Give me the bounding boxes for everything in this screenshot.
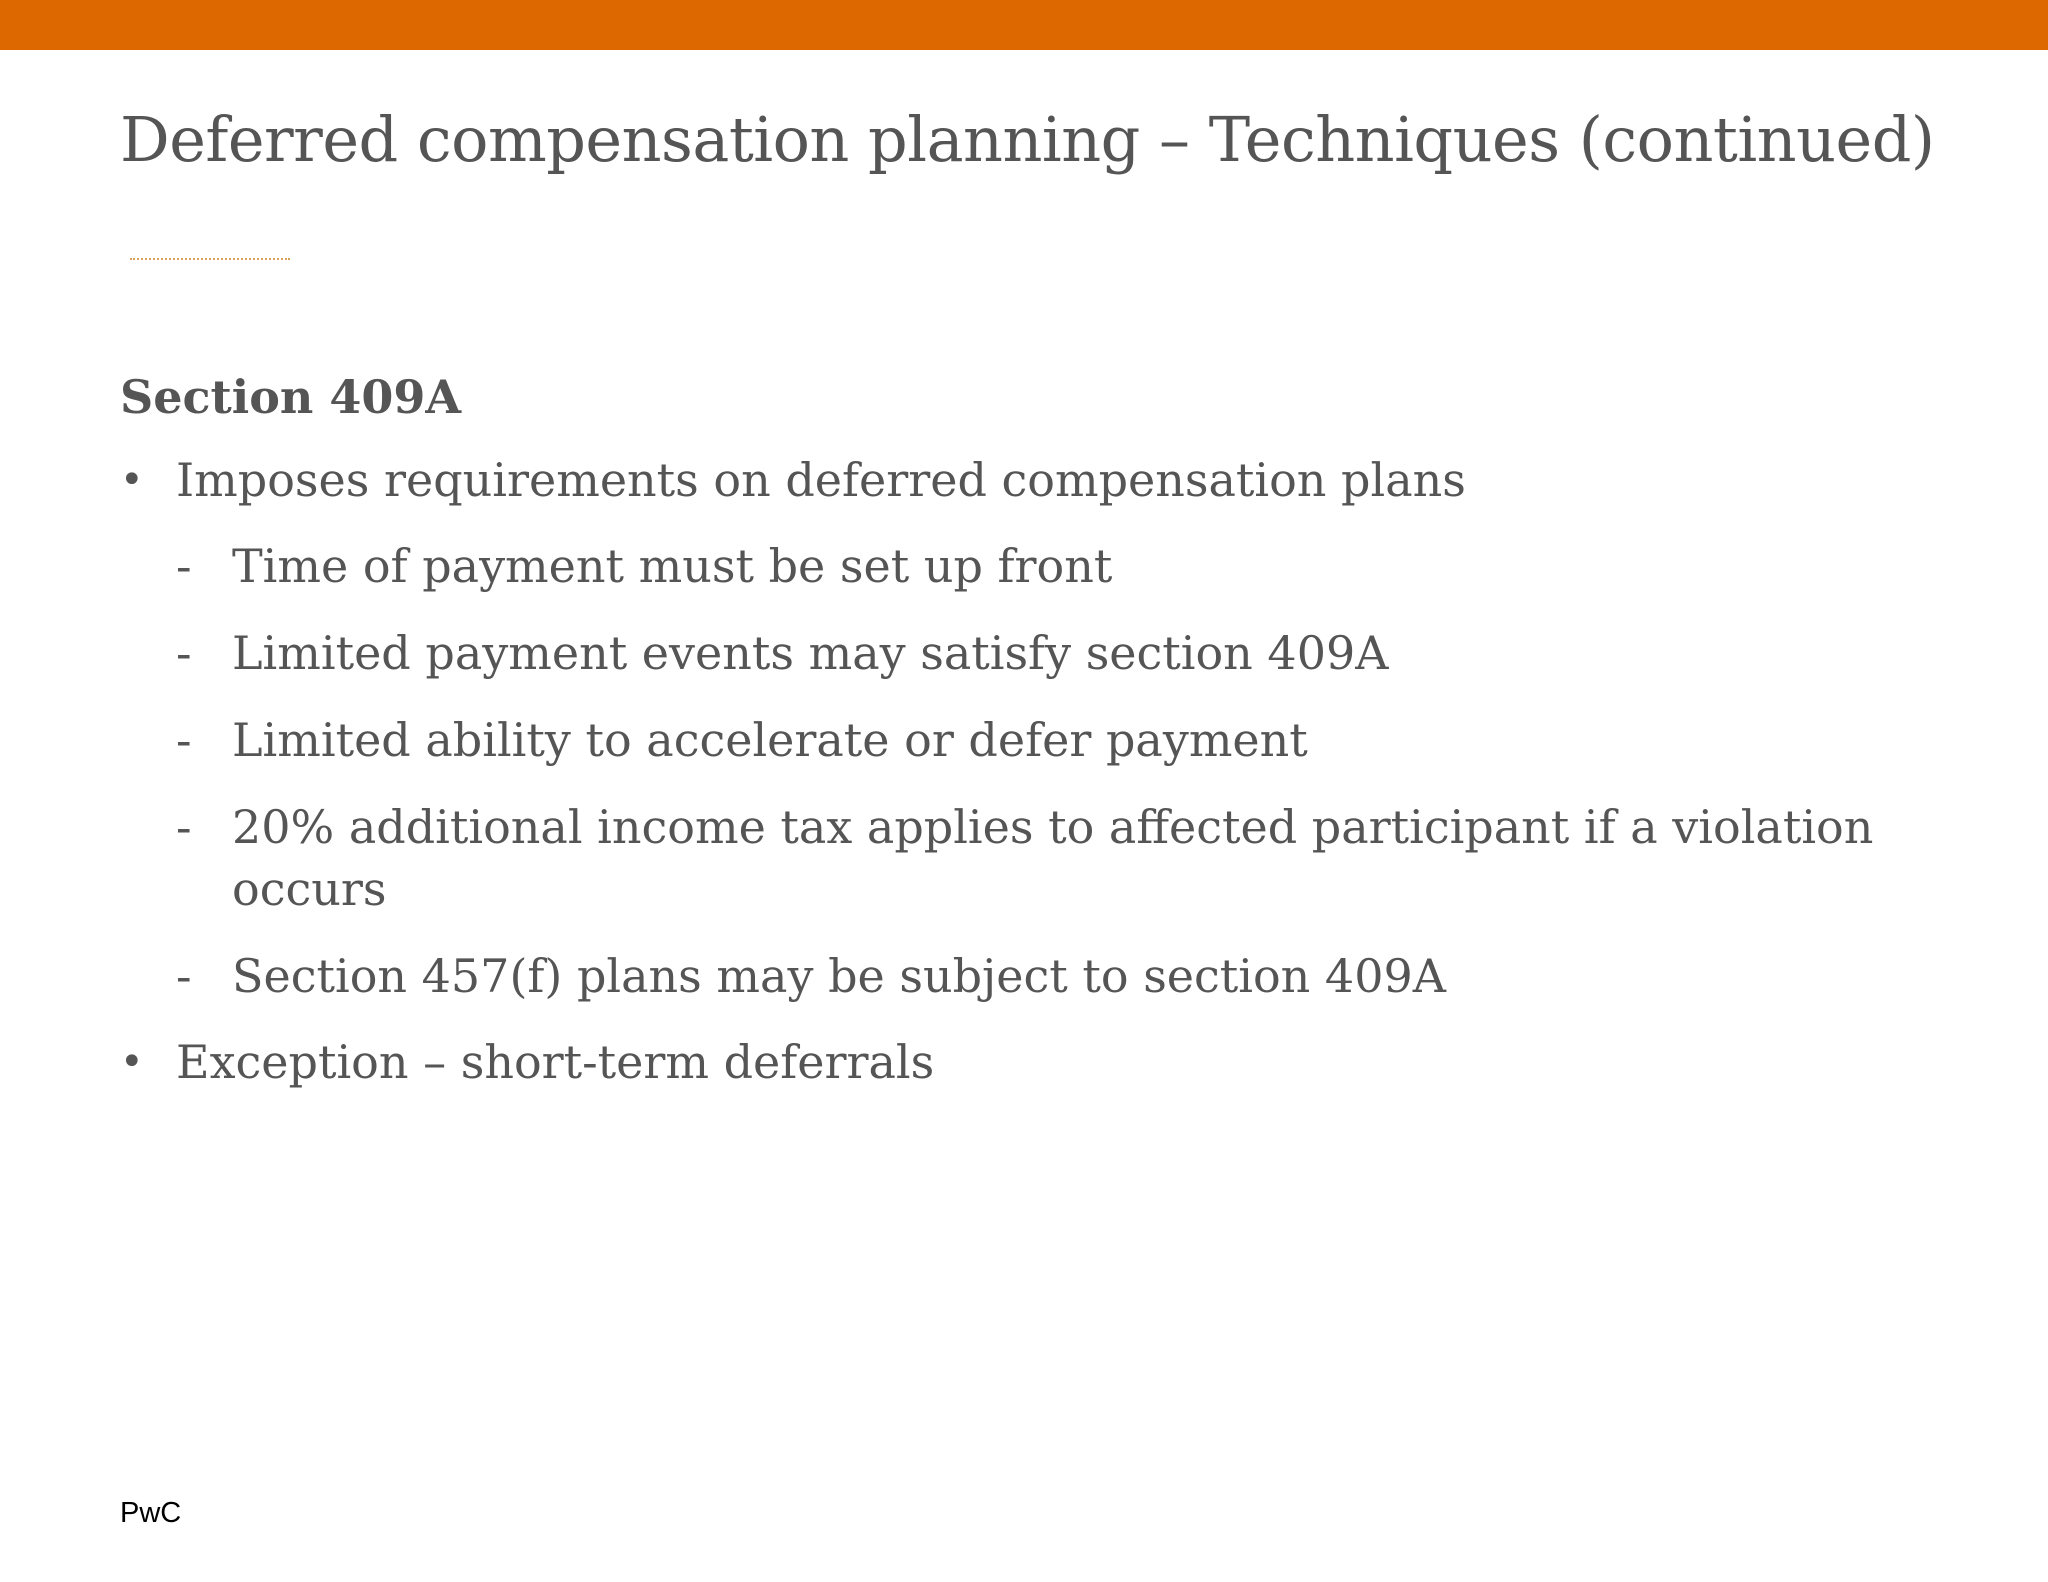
dash-marker: - [176, 539, 192, 593]
bullet-marker: • [120, 457, 144, 503]
sub-bullet-text: Section 457(f) plans may be subject to section 409A [232, 949, 1446, 1003]
bullet-item [120, 1032, 1940, 1092]
bullet-list [120, 450, 1940, 1092]
sub-bullet-text: 20% additional income tax applies to affected participant if a violation occurs [232, 800, 1874, 916]
sub-bullet-item [176, 796, 1940, 920]
sub-bullet-text: Limited payment events may satisfy section 409A [232, 626, 1389, 680]
sub-bullet-item [176, 622, 1940, 684]
bullet-marker: • [120, 1039, 144, 1085]
sub-bullet-item [176, 945, 1940, 1007]
title-divider [130, 258, 290, 260]
sub-bullet-item [176, 709, 1940, 771]
dash-marker: - [176, 626, 192, 680]
sub-bullet-item [176, 535, 1940, 597]
dash-marker: - [176, 713, 192, 767]
slide-title: Deferred compensation planning – Techniques (continued) [120, 103, 1935, 176]
bullet-item [120, 450, 1940, 1007]
bullet-text: Imposes requirements on deferred compensation plans [176, 453, 1466, 507]
section-heading: Section 409A [120, 370, 462, 424]
top-accent-bar [0, 0, 2048, 50]
sub-bullet-list [176, 535, 1940, 1007]
sub-bullet-text: Limited ability to accelerate or defer payment [232, 713, 1308, 767]
slide-content [120, 362, 1940, 1117]
bullet-text: Exception – short-term deferrals [176, 1035, 935, 1089]
sub-bullet-text: Time of payment must be set up front [232, 539, 1113, 593]
dash-marker: - [176, 800, 192, 854]
dash-marker: - [176, 949, 192, 1003]
footer-brand: PwC [120, 1497, 182, 1529]
